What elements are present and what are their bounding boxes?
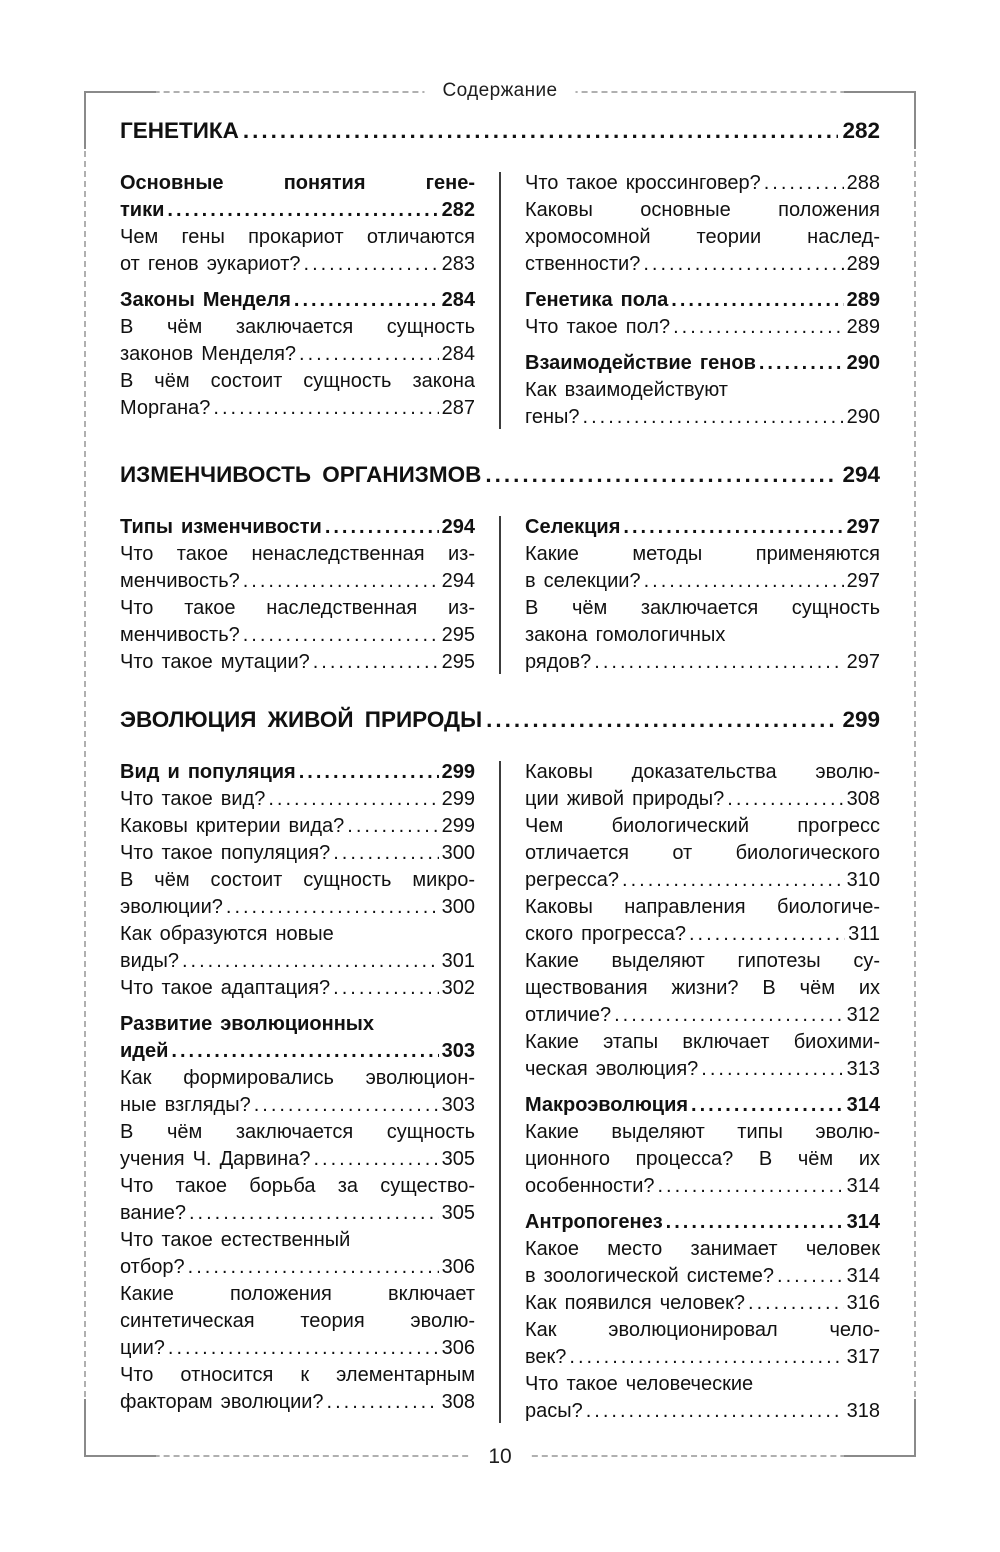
entry-page-number: 306: [441, 1337, 475, 1359]
entry-last-line: [525, 287, 880, 314]
toc-entry: [525, 1092, 880, 1119]
toc-column-left: [120, 514, 475, 676]
entry-page-number: 314: [846, 1211, 880, 1233]
entry-last-line: [120, 948, 475, 975]
toc-entry: [120, 1227, 475, 1281]
entry-page-number: 288: [846, 172, 880, 194]
entry-page-number: 283: [441, 253, 475, 275]
entry-line: В чём заключается сущность: [525, 597, 880, 619]
entry-line: Основные понятия гене-: [120, 172, 475, 194]
entry-text: учения Ч. Дарвина?: [120, 1148, 311, 1170]
dot-leader: [622, 867, 844, 894]
entry-text: виды?: [120, 950, 179, 972]
toc-entry: [525, 759, 880, 813]
entry-page-number: 282: [441, 199, 475, 221]
entry-text: Что такое мутации?: [120, 651, 310, 673]
dot-leader: [748, 1290, 844, 1317]
entry-text: ского прогресса?: [525, 923, 686, 945]
dot-leader: [325, 514, 439, 541]
dot-leader: [167, 197, 438, 224]
entry-page-number: 313: [846, 1058, 880, 1080]
dot-leader: [643, 251, 843, 278]
folio-page-number: 10: [468, 1445, 531, 1469]
entry-line: В чём состоит сущность микро-: [120, 869, 475, 891]
toc-section: [120, 706, 880, 1425]
toc-section: [120, 117, 880, 431]
entry-page-number: 284: [441, 289, 475, 311]
section-page-number: 282: [842, 118, 880, 143]
entry-last-line: [525, 649, 880, 676]
entry-last-line: [525, 1002, 880, 1029]
toc-entry: [525, 541, 880, 595]
entry-last-line: [120, 514, 475, 541]
entry-text: Что такое вид?: [120, 788, 266, 810]
entry-line: В чём состоит сущность закона: [120, 370, 475, 392]
entry-last-line: [525, 170, 880, 197]
dot-leader: [327, 1389, 439, 1416]
entry-last-line: [525, 867, 880, 894]
entry-text: ственности?: [525, 253, 641, 275]
dot-leader: [299, 759, 439, 786]
toc-entry: [120, 867, 475, 921]
entry-last-line: [120, 759, 475, 786]
entry-last-line: [525, 1398, 880, 1425]
dot-leader: [268, 786, 438, 813]
dot-leader: [243, 568, 439, 595]
section-title-line: [120, 706, 880, 733]
entry-text: факторам эволюции?: [120, 1391, 324, 1413]
toc-entry: [120, 1065, 475, 1119]
dot-leader: [583, 404, 844, 431]
entry-last-line: [525, 1344, 880, 1371]
entry-line: отличается от биологического: [525, 842, 880, 864]
dot-leader: [671, 287, 843, 314]
entry-line: Каковы направления биологиче-: [525, 896, 880, 918]
entry-last-line: [525, 251, 880, 278]
entry-last-line: [120, 287, 475, 314]
dot-leader: [299, 341, 439, 368]
dot-leader: [691, 1092, 844, 1119]
entry-last-line: [120, 568, 475, 595]
entry-line: хромосомной теории наслед-: [525, 226, 880, 248]
dot-leader: [182, 948, 439, 975]
entry-page-number: 294: [441, 516, 475, 538]
toc-entry: [525, 350, 880, 377]
dot-leader: [243, 117, 839, 144]
entry-line: Что такое борьба за существо-: [120, 1175, 475, 1197]
dot-leader: [777, 1263, 844, 1290]
column-divider: [499, 761, 501, 1423]
entry-last-line: [525, 1263, 880, 1290]
entry-text: регресса?: [525, 869, 620, 891]
entry-text: Типы изменчивости: [120, 516, 322, 538]
toc-entry: [525, 1317, 880, 1371]
section-title-line: [120, 117, 880, 144]
entry-page-number: 289: [846, 316, 880, 338]
entry-line: Что такое ненаследственная из-: [120, 543, 475, 565]
toc-entry: [120, 224, 475, 278]
toc-entry: [120, 287, 475, 314]
entry-text: Антропогенез: [525, 1211, 663, 1233]
entry-line: Что такое человеческие: [525, 1373, 754, 1395]
entry-text: Что такое адаптация?: [120, 977, 331, 999]
dot-leader: [658, 1173, 844, 1200]
toc-entry: [120, 840, 475, 867]
entry-last-line: [525, 1056, 880, 1083]
entry-page-number: 310: [846, 869, 880, 891]
toc-entry: [525, 287, 880, 314]
entry-text: ции?: [120, 1337, 165, 1359]
entry-last-line: [525, 514, 880, 541]
entry-page-number: 297: [846, 516, 880, 538]
entry-last-line: [120, 649, 475, 676]
dot-leader: [168, 1335, 439, 1362]
toc-entry: [525, 170, 880, 197]
entry-page-number: 312: [846, 1004, 880, 1026]
entry-line: Как формировались эволюцион-: [120, 1067, 475, 1089]
entry-page-number: 297: [846, 651, 880, 673]
entry-line: Как образуются новые: [120, 923, 334, 945]
entry-line: Каковы доказательства эволю-: [525, 761, 880, 783]
entry-last-line: [120, 786, 475, 813]
entry-page-number: 301: [441, 950, 475, 972]
entry-last-line: [525, 350, 880, 377]
dot-leader: [673, 314, 844, 341]
entry-line: Какие методы применяются: [525, 543, 880, 565]
entry-line: Каковы основные положения: [525, 199, 880, 221]
dot-leader: [727, 786, 843, 813]
dot-leader: [485, 461, 838, 488]
entry-page-number: 295: [441, 624, 475, 646]
entry-page-number: 299: [441, 815, 475, 837]
entry-page-number: 289: [846, 253, 880, 275]
entry-line: Какое место занимает человек: [525, 1238, 880, 1260]
section-title: ЭВОЛЮЦИЯ ЖИВОЙ ПРИРОДЫ: [120, 707, 483, 732]
dot-leader: [486, 706, 838, 733]
dot-leader: [171, 1038, 438, 1065]
entry-page-number: 314: [846, 1265, 880, 1287]
toc-entry: [120, 170, 475, 224]
entry-last-line: [120, 1254, 475, 1281]
dot-leader: [689, 921, 845, 948]
toc-entry: [525, 514, 880, 541]
toc-entry: [120, 1011, 475, 1065]
entry-page-number: 289: [846, 289, 880, 311]
entry-last-line: [525, 1173, 880, 1200]
entry-text: гены?: [525, 406, 580, 428]
toc-entry: [120, 541, 475, 595]
entry-last-line: [120, 813, 475, 840]
column-divider: [499, 172, 501, 429]
entry-line: Развитие эволюционных: [120, 1013, 374, 1035]
entry-last-line: [525, 568, 880, 595]
entry-text: Что такое пол?: [525, 316, 671, 338]
toc-section: [120, 461, 880, 676]
toc-columns: [120, 170, 880, 431]
dot-leader: [189, 1200, 439, 1227]
entry-text: идей: [120, 1040, 169, 1062]
dot-leader: [614, 1002, 844, 1029]
entry-text: вание?: [120, 1202, 186, 1224]
column-divider: [499, 516, 501, 674]
entry-line: Чем гены прокариот отличаются: [120, 226, 475, 248]
entry-text: Законы Менделя: [120, 289, 291, 311]
toc-entry: [120, 649, 475, 676]
toc-entry: [525, 1371, 880, 1425]
entry-text: особенности?: [525, 1175, 655, 1197]
entry-line: закона гомологичных: [525, 624, 726, 646]
toc-entry: [525, 1119, 880, 1200]
section-title-line: [120, 461, 880, 488]
dot-leader: [188, 1254, 439, 1281]
entry-text: Каковы критерии вида?: [120, 815, 345, 837]
entry-line: Что относится к элементарным: [120, 1364, 475, 1386]
dot-leader: [701, 1056, 843, 1083]
toc-entry: [120, 1362, 475, 1416]
entry-last-line: [120, 1200, 475, 1227]
toc-entry: [120, 921, 475, 975]
entry-last-line: [120, 251, 475, 278]
entry-page-number: 308: [441, 1391, 475, 1413]
dot-leader: [759, 350, 844, 377]
toc-column-left: [120, 759, 475, 1425]
entry-text: Взаимодействие генов: [525, 352, 756, 374]
dot-leader: [213, 395, 438, 422]
dot-leader: [226, 894, 439, 921]
entry-line: ционного процесса? В чём их: [525, 1148, 880, 1170]
entry-line: Как эволюционировал чело-: [525, 1319, 880, 1341]
toc-entry: [120, 368, 475, 422]
entry-page-number: 284: [441, 343, 475, 365]
entry-page-number: 302: [441, 977, 475, 999]
entry-last-line: [120, 1092, 475, 1119]
toc-entry: [525, 377, 880, 431]
entry-text: эволюции?: [120, 896, 223, 918]
toc-entry: [525, 1029, 880, 1083]
entry-text: Селекция: [525, 516, 621, 538]
entry-page-number: 305: [441, 1202, 475, 1224]
entry-last-line: [525, 314, 880, 341]
toc-column-right: [525, 170, 880, 431]
entry-line: Какие положения включает: [120, 1283, 475, 1305]
toc-entry: [120, 759, 475, 786]
entry-text: Вид и популяция: [120, 761, 296, 783]
entry-last-line: [120, 975, 475, 1002]
dot-leader: [304, 251, 439, 278]
entry-last-line: [120, 1389, 475, 1416]
dot-leader: [333, 840, 438, 867]
entry-last-line: [120, 622, 475, 649]
entry-last-line: [120, 894, 475, 921]
entry-page-number: 290: [846, 352, 880, 374]
toc-column-right: [525, 514, 880, 676]
entry-page-number: 297: [846, 570, 880, 592]
toc-column-right: [525, 759, 880, 1425]
entry-page-number: 299: [441, 761, 475, 783]
entry-page-number: 303: [441, 1094, 475, 1116]
entry-text: законов Менделя?: [120, 343, 297, 365]
toc-entry: [525, 314, 880, 341]
entry-line: Чем биологический прогресс: [525, 815, 880, 837]
dot-leader: [313, 1146, 438, 1173]
entry-text: век?: [525, 1346, 567, 1368]
toc-entry: [120, 514, 475, 541]
entry-last-line: [525, 404, 880, 431]
toc-entry: [525, 894, 880, 948]
entry-page-number: 300: [441, 896, 475, 918]
toc-entry: [525, 1236, 880, 1290]
dot-leader: [294, 287, 439, 314]
dot-leader: [254, 1092, 439, 1119]
table-of-contents: [120, 91, 880, 1425]
entry-page-number: 317: [846, 1346, 880, 1368]
entry-last-line: [525, 921, 880, 948]
entry-text: тики: [120, 199, 165, 221]
entry-text: менчивость?: [120, 624, 240, 646]
entry-text: Что такое кроссинговер?: [525, 172, 761, 194]
entry-text: Генетика пола: [525, 289, 669, 311]
toc-entry: [120, 813, 475, 840]
entry-text: Как появился человек?: [525, 1292, 746, 1314]
dot-leader: [644, 568, 844, 595]
toc-entry: [525, 948, 880, 1029]
entry-text: менчивость?: [120, 570, 240, 592]
toc-columns: [120, 514, 880, 676]
entry-page-number: 314: [846, 1094, 880, 1116]
entry-text: ческая эволюция?: [525, 1058, 699, 1080]
toc-entry: [525, 197, 880, 278]
entry-line: Какие этапы включает биохими-: [525, 1031, 880, 1053]
section-title: ГЕНЕТИКА: [120, 118, 239, 143]
entry-last-line: [525, 786, 880, 813]
entry-last-line: [525, 1092, 880, 1119]
entry-text: в зоологической системе?: [525, 1265, 775, 1287]
toc-entry: [525, 813, 880, 894]
dot-leader: [764, 170, 844, 197]
toc-columns: [120, 759, 880, 1425]
entry-last-line: [525, 1290, 880, 1317]
entry-text: в селекции?: [525, 570, 641, 592]
entry-page-number: 306: [441, 1256, 475, 1278]
entry-text: отличие?: [525, 1004, 612, 1026]
entry-page-number: 294: [441, 570, 475, 592]
entry-line: синтетическая теория эволю-: [120, 1310, 475, 1332]
entry-last-line: [120, 1335, 475, 1362]
dot-leader: [313, 649, 439, 676]
entry-text: Что такое популяция?: [120, 842, 331, 864]
entry-last-line: [120, 197, 475, 224]
entry-line: Какие выделяют типы эволю-: [525, 1121, 880, 1143]
toc-entry: [525, 1290, 880, 1317]
entry-last-line: [120, 341, 475, 368]
toc-entry: [525, 1209, 880, 1236]
entry-last-line: [120, 840, 475, 867]
entry-last-line: [120, 1146, 475, 1173]
dot-leader: [586, 1398, 844, 1425]
dot-leader: [333, 975, 438, 1002]
entry-page-number: 295: [441, 651, 475, 673]
dot-leader: [243, 622, 439, 649]
entry-page-number: 311: [848, 923, 880, 945]
entry-line: Какие выделяют гипотезы су-: [525, 950, 880, 972]
dot-leader: [666, 1209, 844, 1236]
entry-line: Как взаимодействуют: [525, 379, 728, 401]
toc-column-left: [120, 170, 475, 431]
dot-leader: [347, 813, 438, 840]
entry-page-number: 303: [441, 1040, 475, 1062]
entry-text: от генов эукариот?: [120, 253, 301, 275]
entry-last-line: [120, 1038, 475, 1065]
toc-entry: [120, 786, 475, 813]
dot-leader: [623, 514, 843, 541]
section-page-number: 294: [842, 462, 880, 487]
contents-header-title: Содержание: [424, 80, 575, 102]
entry-last-line: [525, 1209, 880, 1236]
entry-page-number: 300: [441, 842, 475, 864]
toc-entry: [120, 1173, 475, 1227]
entry-page-number: 308: [846, 788, 880, 810]
toc-entry: [525, 595, 880, 676]
entry-page-number: 318: [846, 1400, 880, 1422]
section-title: ИЗМЕНЧИВОСТЬ ОРГАНИЗМОВ: [120, 462, 482, 487]
entry-page-number: 290: [846, 406, 880, 428]
toc-entry: [120, 595, 475, 649]
toc-entry: [120, 314, 475, 368]
toc-entry: [120, 1281, 475, 1362]
entry-page-number: 316: [846, 1292, 880, 1314]
entry-text: отбор?: [120, 1256, 185, 1278]
entry-line: Что такое естественный: [120, 1229, 351, 1251]
entry-line: В чём заключается сущность: [120, 316, 475, 338]
entry-page-number: 299: [441, 788, 475, 810]
toc-entry: [120, 975, 475, 1002]
entry-page-number: 305: [441, 1148, 475, 1170]
entry-line: Что такое наследственная из-: [120, 597, 475, 619]
entry-line: В чём заключается сущность: [120, 1121, 475, 1143]
dot-leader: [594, 649, 843, 676]
entry-line: ществования жизни? В чём их: [525, 977, 880, 999]
section-page-number: 299: [842, 707, 880, 732]
dot-leader: [569, 1344, 843, 1371]
toc-entry: [120, 1119, 475, 1173]
entry-last-line: [120, 395, 475, 422]
entry-text: ции живой природы?: [525, 788, 725, 810]
entry-text: Моргана?: [120, 397, 211, 419]
entry-page-number: 314: [846, 1175, 880, 1197]
entry-text: рядов?: [525, 651, 592, 673]
entry-text: Макроэволюция: [525, 1094, 689, 1116]
entry-text: расы?: [525, 1400, 583, 1422]
entry-page-number: 287: [441, 397, 475, 419]
entry-text: ные взгляды?: [120, 1094, 251, 1116]
